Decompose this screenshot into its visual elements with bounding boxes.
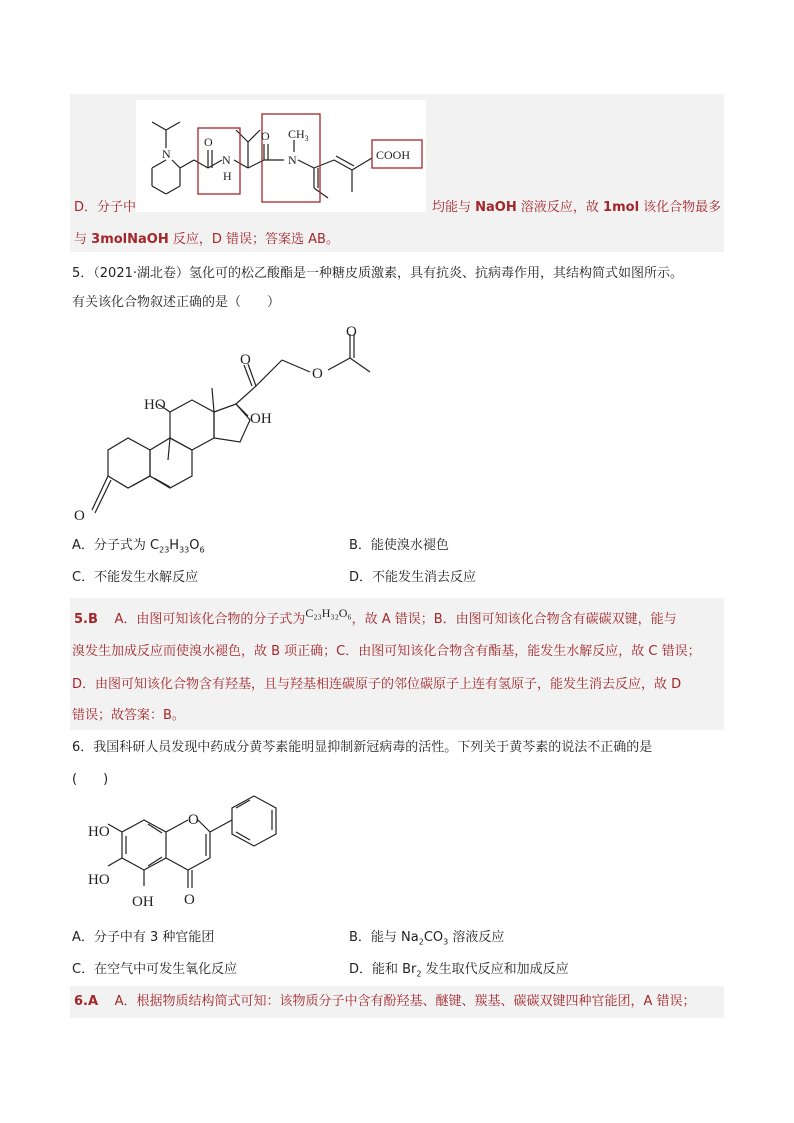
q5-option-a[interactable]: A．分子式为 $C_{23}H_{33}O_6$	[72, 538, 205, 555]
q4-option-d-line1-end: 均能与 NaOH 溶液反应，故 1mol 该化合物最多	[432, 200, 722, 215]
q6-stem-line1: 6．我国科研人员发现中药成分黄芩素能明显抑制新冠病毒的活性。下列关于黄芩素的说法不正确的是	[72, 740, 653, 755]
q5-steroid-structure	[70, 320, 390, 528]
amide-n-label: N	[222, 153, 231, 167]
q5-answer-line3: D．由图可知该化合物含有羟基，且与羟基相连碳原子的邻位碳原子上连有氢原子，能发生消去反应，故 D	[72, 677, 682, 692]
q6-option-a[interactable]: A．分子中有 3 种官能团	[72, 930, 215, 945]
q4-option-d-line1-start: D．分子中	[74, 200, 137, 215]
q6-option-d[interactable]: D．能和 $Br_2$ 发生取代反应和加成反应	[349, 962, 569, 979]
q6-baicalein-structure	[84, 794, 294, 914]
cooh-label: COOH	[376, 148, 411, 162]
q6-option-b[interactable]: B．能与 $Na_2CO_3$ 溶液反应	[349, 930, 505, 947]
ho-label-6: HO	[88, 872, 110, 888]
q6-option-c[interactable]: C．在空气中可发生氧化反应	[72, 962, 238, 977]
q5-answer-line4: 错误；故答案：B。	[72, 708, 185, 723]
piperidine-n-label: N	[162, 147, 171, 161]
oh-label-5: OH	[132, 894, 154, 910]
q5-stem-line1: 5．（2021·湖北卷）氢化可的松乙酸酯是一种糖皮质激素，具有抗炎、抗病毒作用，其结构简式如图所示。	[72, 266, 683, 281]
q5-option-d[interactable]: D．不能发生消去反应	[349, 570, 477, 585]
q5-option-b[interactable]: B．能使溴水褪色	[349, 538, 449, 553]
ester-carbonyl-o-label: O	[346, 324, 357, 340]
q5-option-c[interactable]: C．不能发生水解反应	[72, 570, 199, 585]
q6-answer-line1: 6.A A．根据物质结构简式可知：该物质分子中含有酚羟基、醚键、羰基、碳碳双键四种官能团，A 错误；	[74, 994, 696, 1009]
q4-peptide-structure	[136, 100, 426, 212]
ch3-label: $CH_3$	[288, 127, 309, 143]
oh-label-c17: OH	[250, 411, 272, 427]
carbonyl-o-label-2: O	[261, 129, 270, 143]
ho-label-c11: HO	[144, 397, 166, 413]
q6-stem-line2: ( )	[72, 772, 109, 787]
q5-stem-line2: 有关该化合物叙述正确的是（ ）	[72, 295, 281, 310]
q5-answer-line1: 5.B A．由图可知该化合物的分子式为C₂₃H₃₂O₆，故 A 错误；B．由图可知该化合物含有碳碳双键，能与	[74, 606, 677, 627]
ring-ketone-o-label: O	[74, 508, 85, 524]
ho-label-7: HO	[88, 824, 110, 840]
ester-o-label: O	[312, 366, 323, 382]
keto-o-label: O	[184, 892, 195, 908]
carbonyl-o-label-1: O	[204, 135, 213, 149]
ketone-o-label: O	[240, 352, 251, 368]
q5-answer-line2: 溴发生加成反应而使溴水褪色，故 B 项正确；C．由图可知该化合物含有酯基，能发生水解反应，故 C 错误；	[72, 644, 701, 659]
q4-option-d-line2: 与 3molNaOH 反应，D 错误；答案选 AB。	[74, 232, 339, 247]
amide-h-label: H	[223, 169, 232, 183]
ring-o-label: O	[188, 812, 199, 828]
methyl-n-label: N	[288, 153, 297, 167]
